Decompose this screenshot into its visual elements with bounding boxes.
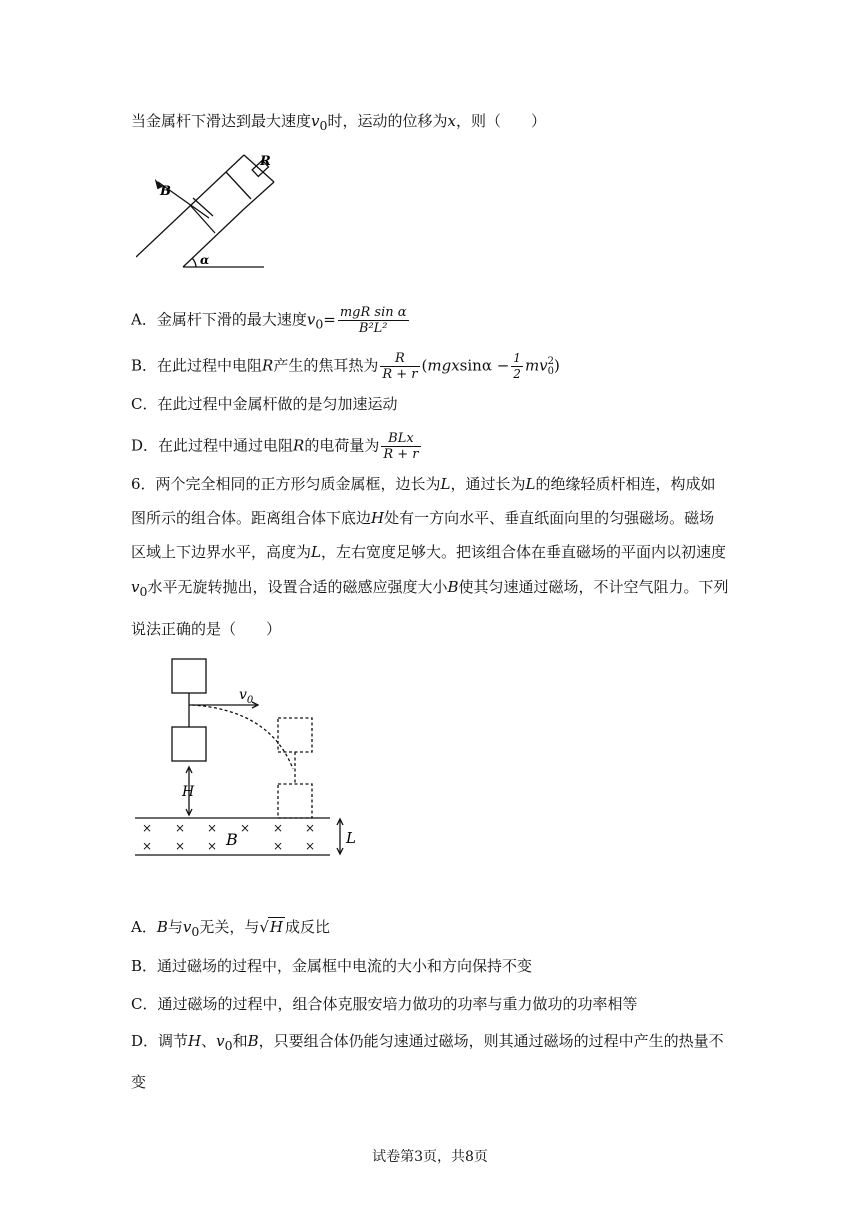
field-cross-mark: × [305,839,316,853]
q5-option-b-denominator: R + r [382,367,418,382]
field-cross-mark: × [142,839,153,853]
q6-option-a [131,917,330,942]
q5-option-b-sin: sinα − [459,356,510,375]
q5-option-a-fraction [338,305,409,336]
q5-B-label: B [160,184,171,199]
q6-option-d-v: v [216,1032,225,1050]
q5-option-d-fraction [381,431,420,462]
q5-option-a-v0-sub: 0 [315,316,324,332]
field-cross-mark: × [207,821,218,835]
q6-option-d-continued: 变 [131,1073,147,1091]
q6-option-a-v: v [182,918,192,936]
field-cross-mark: × [273,839,284,853]
q6-line3-L: L [311,543,321,561]
q6-line1-L: L [440,475,451,493]
q5-option-a-v0: v [306,310,316,329]
q6-option-d-text-3: 和 [232,1032,248,1050]
q6-line1-text-3: 的绝缘轻质杆相连，构成如 [535,475,716,493]
q5-option-b-mv-sub: 0 [547,365,555,377]
field-cross-mark: × [273,821,284,835]
q5-stem-text-3: ，则（ ） [455,112,546,130]
q5-stem-text: 当金属杆下滑达到最大速度 [131,112,312,130]
q5-option-c: C．在此过程中金属杆做的是匀加速运动 [131,395,398,413]
q6-line2-H: H [371,509,385,527]
q6-option-d-B: B [247,1032,259,1050]
q5-stem [131,111,546,136]
q6-stem-line-5: 说法正确的是（ ） [131,620,282,638]
field-cross-mark: × [142,821,153,835]
q5-v0: v [311,112,320,130]
q5-option-b-mv-sup: 2 [547,355,555,367]
q6-option-d-text-4: ，只要组合体仍能匀速通过磁场，则其通过磁场的过程中产生的热量不 [258,1032,724,1050]
q5-option-b-half-den: 2 [513,367,521,381]
q6-option-a-v-sub: 0 [191,924,200,939]
field-cross-mark: × [240,821,251,835]
q5-option-b-half [511,351,523,382]
page-footer: 试卷第3页，共8页 [372,1149,488,1165]
q5-option-a-eq: = [323,310,336,329]
field-cross-mark: × [175,839,186,853]
q6-L-label: L [346,829,356,847]
q6-stem-line-4 [131,577,729,602]
q5-option-b-half-num: 1 [513,351,521,365]
q6-line2-text-2: 处有一方向水平、垂直纸面向里的匀强磁场。磁场 [384,509,715,527]
q6-v0-label: $v_0$ [239,687,254,706]
q5-option-b-R: R [262,356,274,375]
q5-option-a-text: A．金属杆下滑的最大速度 [131,310,307,329]
q5-option-d-denominator: R + r [383,447,419,462]
q5-option-d-text-2: 的电荷量为 [304,436,380,455]
q6-option-a-text-4: 成反比 [285,918,331,936]
q6-line4-v: v [131,578,140,596]
q5-option-b [131,351,560,382]
q6-option-d-text: D．调节 [131,1032,189,1050]
q5-option-b-mv: mv [524,356,548,375]
field-cross-mark: × [207,839,218,853]
q5-option-b-text-2: 产生的焦耳热为 [273,356,379,375]
q5-R-label: R [260,154,271,169]
q6-H-label: H [182,784,195,800]
q6-line1-L2: L [525,475,536,493]
q5-option-d-numerator: BLx [381,431,420,447]
q5-incline-figure [136,150,276,270]
q6-line4-text: 水平无旋转抛出，设置合适的磁感应强度大小 [147,578,448,596]
q5-option-d-text: D．在此过程中通过电阻 [131,436,294,455]
q6-line1-text-2: ，通过长为 [450,475,526,493]
q5-v0-sub: 0 [319,118,328,133]
q5-option-d-R: R [293,436,305,455]
q6-option-a-text-3: 无关，与 [199,918,260,936]
q5-option-d [131,431,423,462]
field-cross-mark: × [305,821,316,835]
q5-option-b-text: B．在此过程中电阻 [131,356,263,375]
q6-option-b: B．通过磁场的过程中，金属框中电流的大小和方向保持不变 [131,957,533,975]
q6-line4-text-2: 使其匀速通过磁场，不计空气阻力。下列 [458,578,729,596]
q5-option-b-term: mgx [427,356,460,375]
q6-stem-line-1 [131,474,716,494]
q6-option-c: C．通过磁场的过程中，组合体克服安培力做功的功率与重力做功的功率相等 [131,995,638,1013]
q6-line4-v-sub: 0 [139,584,148,599]
q6-option-d-v-sub: 0 [224,1038,233,1053]
q5-option-a-numerator: mgR sin α [339,305,407,320]
q5-x: x [447,112,456,130]
q5-option-b-numerator: R [380,351,419,367]
q6-option-d [131,1031,724,1056]
q5-option-a-denominator: B²L² [358,321,388,336]
q6-line1-text: 6．两个完全相同的正方形匀质金属框，边长为 [131,475,441,493]
q5-option-a [131,305,411,336]
field-cross-mark: × [175,821,186,835]
q5-option-b-fraction [380,351,419,382]
q6-line4-B: B [447,578,459,596]
q6-stem-line-3 [131,542,726,562]
q5-stem-text-2: 时，运动的位移为 [327,112,448,130]
q6-option-d-text-2: 、 [201,1032,217,1050]
q6-option-a-B: B [156,918,168,936]
q6-stem-line-2 [131,508,714,528]
q6-option-a-sqrt: √H [259,918,283,936]
q6-option-d-H: H [188,1032,202,1050]
q6-option-a-H: H [269,918,283,936]
q6-line3-text: 区域上下边界水平，高度为 [131,543,312,561]
q6-line2-text: 图所示的组合体。距离组合体下底边 [131,509,372,527]
q6-line3-text-2: ，左右宽度足够大。把该组合体在垂直磁场的平面内以初速度 [320,543,726,561]
q6-B-label: B [226,830,238,849]
q6-option-a-text-2: 与 [167,918,183,936]
q6-option-a-text: A． [131,918,157,936]
q6-frames-figure [130,652,360,862]
q5-alpha-label: α [200,253,210,267]
q5-option-b-paren-open: ( [421,356,428,375]
q5-option-b-paren-close: ) [554,356,560,375]
